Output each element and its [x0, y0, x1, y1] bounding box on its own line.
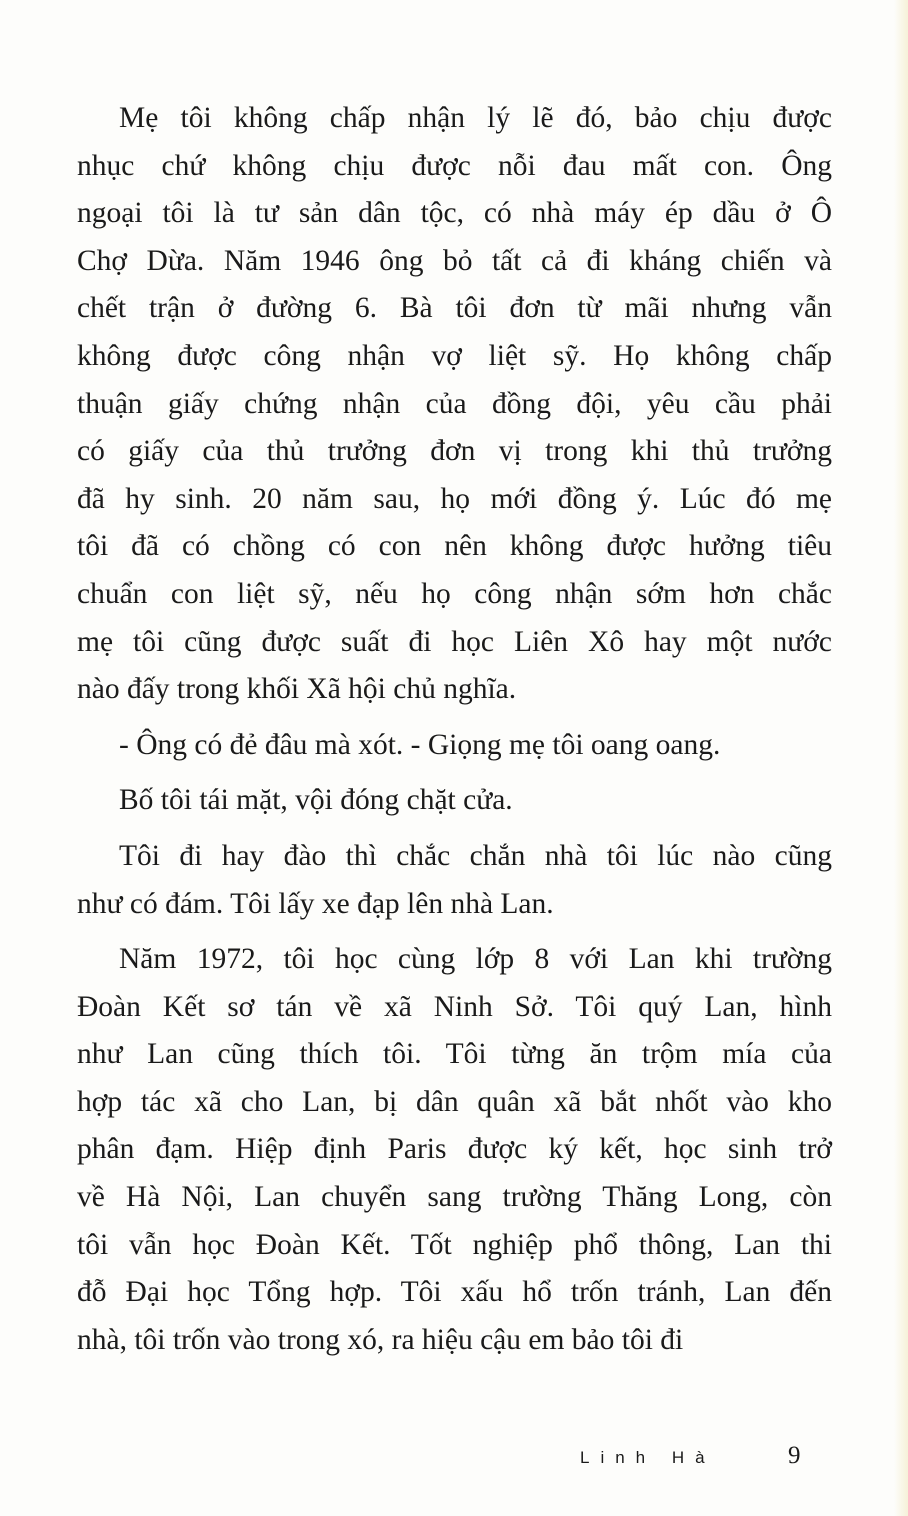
text-line: đã hy sinh. 20 năm sau, họ mới đồng ý. Lúc đó mẹ [77, 482, 832, 515]
text-line: nhục chứ không chịu được nỗi đau mất con. Ông [77, 149, 832, 182]
running-footer-author: Linh Hà [580, 1448, 716, 1467]
text-line: - Ông có đẻ đâu mà xót. - Giọng mẹ tôi oang oang. [119, 728, 721, 761]
paragraph-gap [77, 714, 832, 722]
text-line: Mẹ tôi không chấp nhận lý lẽ đó, bảo chịu được [119, 102, 832, 134]
text-line: Đoàn Kết sơ tán về xã Ninh Sở. Tôi quý Lan, hình [77, 990, 832, 1023]
paragraph-gap [77, 928, 832, 936]
text-line: hợp tác xã cho Lan, bị dân quân xã bắt nhốt vào kho [77, 1085, 832, 1118]
paragraph-gap [77, 769, 832, 777]
text-line: chuẩn con liệt sỹ, nếu họ công nhận sớm hơn chắc [77, 577, 832, 610]
paragraph [77, 777, 832, 825]
text-line: thuận giấy chứng nhận của đồng đội, yêu cầu phải [77, 387, 832, 420]
paragraph [77, 722, 832, 770]
page-edge [894, 0, 908, 1516]
text-line: không được công nhận vợ liệt sỹ. Họ không chấp [77, 339, 832, 372]
page-number: 9 [788, 1442, 801, 1469]
text-line: nào đấy trong khối Xã hội chủ nghĩa. [77, 673, 517, 706]
text-line: tôi vẫn học Đoàn Kết. Tốt nghiệp phổ thông, Lan thi [77, 1228, 832, 1261]
text-line: tôi đã có chồng có con nên không được hưởng tiêu [77, 530, 832, 563]
body-text [77, 95, 832, 1364]
text-line: chết trận ở đường 6. Bà tôi đơn từ mãi nhưng vẫn [77, 292, 832, 325]
text-line: về Hà Nội, Lan chuyển sang trường Thăng Long, còn [77, 1181, 832, 1214]
text-line: nhà, tôi trốn vào trong xó, ra hiệu cậu em bảo tôi đi [77, 1323, 684, 1356]
text-line: như Lan cũng thích tôi. Tôi từng ăn trộm mía của [77, 1038, 832, 1071]
paragraph-gap [77, 825, 832, 833]
text-line: Năm 1972, tôi học cùng lớp 8 với Lan khi trường [119, 943, 832, 976]
text-line: như có đám. Tôi lấy xe đạp lên nhà Lan. [77, 887, 554, 920]
paragraph [77, 833, 832, 928]
paragraph [77, 936, 832, 1364]
text-line: Tôi đi hay đào thì chắc chắn nhà tôi lúc nào cũng [119, 839, 832, 872]
text-line: có giấy của thủ trưởng đơn vị trong khi thủ trưởng [77, 435, 832, 468]
text-line: ngoại tôi là tư sản dân tộc, có nhà máy ép dầu ở Ô [77, 197, 832, 230]
text-line: mẹ tôi cũng được suất đi học Liên Xô hay một nước [77, 625, 832, 658]
text-line: Bố tôi tái mặt, vội đóng chặt cửa. [119, 784, 513, 817]
text-line: Chợ Dừa. Năm 1946 ông bỏ tất cả đi kháng chiến và [77, 244, 832, 277]
text-line: phân đạm. Hiệp định Paris được ký kết, học sinh trở [77, 1133, 832, 1166]
paragraph [77, 95, 832, 714]
text-line: đỗ Đại học Tổng hợp. Tôi xấu hổ trốn tránh, Lan đến [77, 1276, 832, 1309]
page-footer [0, 1440, 908, 1480]
